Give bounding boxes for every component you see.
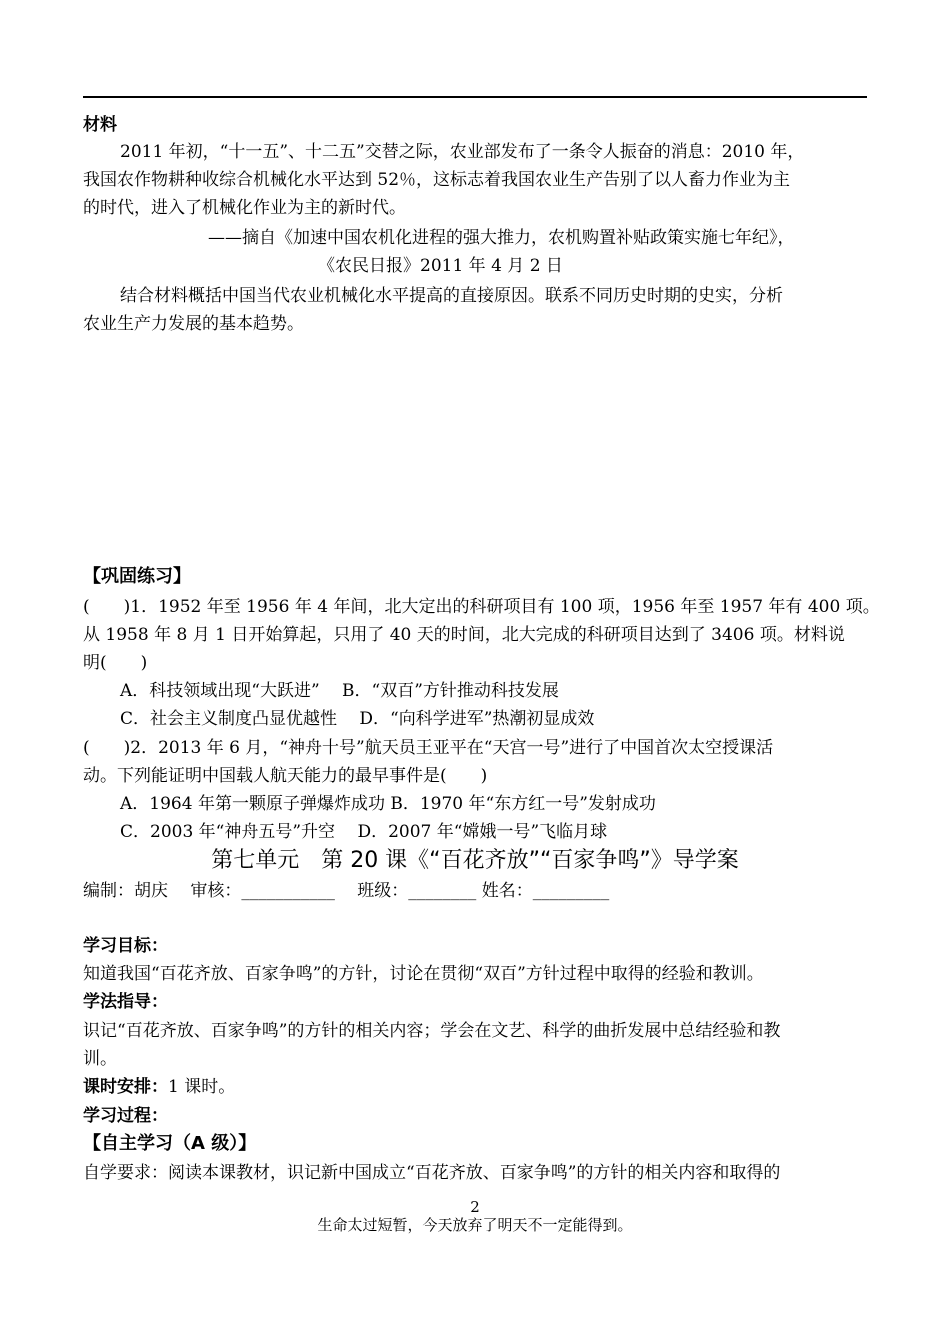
q1-line-2: 从 1958 年 8 月 1 日开始算起，只用了 40 天的时间，北大完成的科研项目达到了 3406 项。材料说 xyxy=(83,625,845,645)
goal-text: 知道我国“百花齐放、百家争鸣”的方针，讨论在贯彻“双百”方针过程中取得的经验和教训。 xyxy=(83,964,764,984)
material-para-line-2: 我国农作物耕种收综合机械化水平达到 52％，这标志着我国农业生产告别了以人畜力作业为主 xyxy=(83,170,791,190)
q2-option-line-2: C．2003 年“神舟五号”升空 D．2007 年“嫦娥一号”飞临月球 xyxy=(120,822,608,842)
lesson-title: 第七单元 第 20 课《“百花齐放”“百家争鸣”》导学案 xyxy=(211,848,739,873)
q2-line-2: 动。下列能证明中国载人航天能力的最早事件是( ) xyxy=(83,766,488,786)
page-number: 2 xyxy=(470,1198,480,1216)
q1-option-line-2: C．社会主义制度凸显优越性 D．“向科学进军”热潮初显成效 xyxy=(120,709,595,729)
process-heading: 学习过程： xyxy=(83,1106,168,1126)
header-rule xyxy=(83,96,867,98)
q1-line-3: 明( ) xyxy=(83,653,148,673)
material-source-line-1: ——摘自《加速中国农机化进程的强大推力，农机购置补贴政策实施七年纪》， xyxy=(208,228,795,248)
self-study-heading: 【自主学习（A 级）】 xyxy=(83,1133,257,1154)
method-line-2: 训。 xyxy=(83,1049,117,1069)
material-para-line-1: 2011 年初，“十一五”、十二五”交替之际，农业部发布了一条令人振奋的消息：2010 年， xyxy=(120,142,805,162)
method-line-1: 识记“百花齐放、百家争鸣”的方针的相关内容；学会在文艺、科学的曲折发展中总结经验和教 xyxy=(83,1021,781,1041)
method-heading: 学法指导： xyxy=(83,992,168,1012)
material-question-line-1: 结合材料概括中国当代农业机械化水平提高的直接原因。联系不同历史时期的史实，分析 xyxy=(120,286,783,306)
self-study-text: 自学要求：阅读本课教材，识记新中国成立“百花齐放、百家争鸣”的方针的相关内容和取得的 xyxy=(83,1163,781,1183)
q2-option-line-1: A．1964 年第一颗原子弹爆炸成功 B．1970 年“东方红一号”发射成功 xyxy=(120,794,656,814)
q1-line-1: ( )1．1952 年至 1956 年 4 年间，北大定出的科研项目有 100 项，1956 年至 1957 年有 400 项。 xyxy=(83,597,880,617)
material-heading: 材料 xyxy=(83,115,117,135)
goal-heading: 学习目标： xyxy=(83,936,168,956)
hours-line xyxy=(83,1074,873,1100)
material-source-line-2: 《农民日报》2011 年 4 月 2 日 xyxy=(318,256,563,276)
hours-label: 课时安排： xyxy=(83,1077,168,1097)
material-question-line-2: 农业生产力发展的基本趋势。 xyxy=(83,314,304,334)
footer-motto: 生命太过短暂，今天放弃了明天不一定能得到。 xyxy=(317,1216,633,1234)
material-para-line-3: 的时代，进入了机械化作业为主的新时代。 xyxy=(83,198,406,218)
hours-value: 1 课时。 xyxy=(168,1077,236,1097)
practice-heading: 【巩固练习】 xyxy=(83,566,191,587)
q1-option-line-1: A．科技领域出现“大跃进” B．“双百”方针推动科技发展 xyxy=(120,681,559,701)
editor-line: 编制：胡庆 审核：___________ 班级：________ 姓名：_________ xyxy=(83,881,610,901)
q2-line-1: ( )2．2013 年 6 月，“神舟十号”航天员王亚平在“天宫一号”进行了中国首次太空授课活 xyxy=(83,738,774,758)
